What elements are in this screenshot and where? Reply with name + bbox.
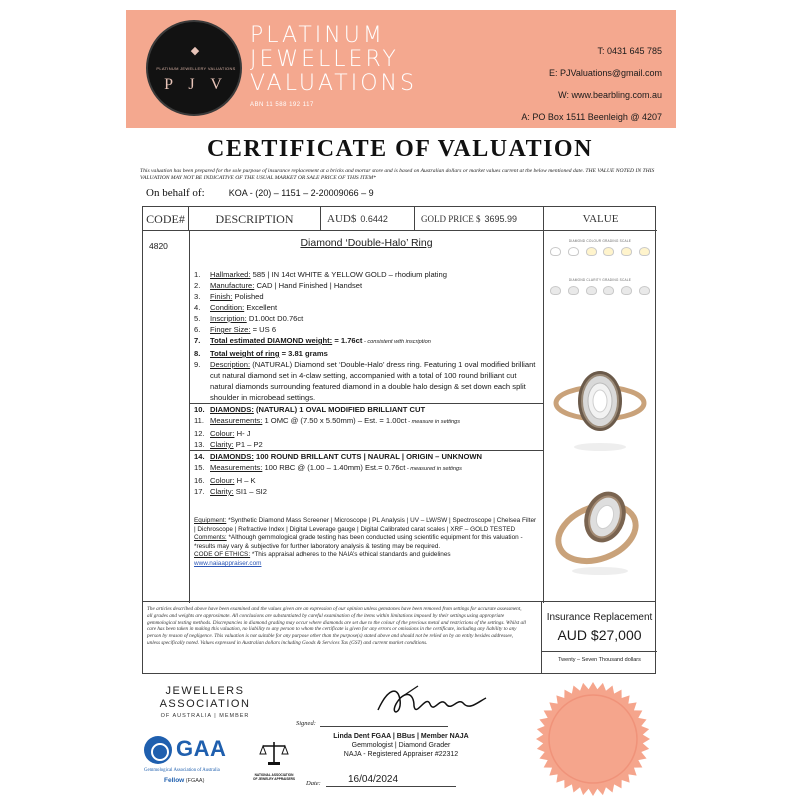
clarity-chart-title: DIAMOND CLARITY GRADING SCALE <box>568 278 632 282</box>
gaa-text: GAA <box>176 736 227 761</box>
diamond-icon <box>586 286 597 295</box>
header-code: CODE# <box>143 207 189 231</box>
abn-number: ABN 11 588 192 117 <box>250 102 314 108</box>
intro-text: This valuation has been prepared for the sole purpose of insurance replacement at a bricks and mortar store and is based on Australian dollars or market values current at the below mentioned date. THE VALUE NOTED IN THIS VALUATION MAY NOT BE INDICATIVE OF THE USUAL MARKET OR SALE PRICE OF THIS ITEM* <box>140 168 655 181</box>
aud-value: 0.6442 <box>360 214 388 224</box>
ja-line-1: JEWELLERS <box>165 685 245 697</box>
on-behalf-of <box>146 187 374 199</box>
item-number: 5. <box>194 314 201 323</box>
diamond-icon <box>568 286 579 295</box>
item-text: P1 – P2 <box>233 440 263 449</box>
item-title: Diamond ‘Double-Halo’ Ring <box>300 237 433 249</box>
certificate-page <box>120 8 680 798</box>
seal-starburst <box>536 682 650 796</box>
ethics-text: *This appraisal adheres to the NAIA’s ethical standards and guidelines <box>250 551 451 559</box>
description-item <box>190 439 543 450</box>
description-item <box>190 404 543 415</box>
description-item <box>190 291 543 302</box>
description-item <box>190 451 543 462</box>
equipment-label: Equipment: <box>194 517 227 524</box>
header-value: VALUE <box>543 207 657 231</box>
naja-logo <box>252 740 296 781</box>
item-number: 15. <box>194 463 205 472</box>
item-number: 8. <box>194 349 201 358</box>
item-label: DIAMONDS: <box>210 452 254 461</box>
ethics-label: CODE OF ETHICS: <box>194 551 251 559</box>
item-number: 17. <box>194 487 205 496</box>
colour-scale <box>547 247 653 256</box>
item-label: DIAMONDS: <box>210 405 254 414</box>
item-text: = US 6 <box>250 325 277 334</box>
fellow-text: Fellow <box>164 777 185 784</box>
colour-chart-title: DIAMOND COLOUR GRADING SCALE <box>568 239 632 243</box>
item-text: H – K <box>234 476 256 485</box>
item-label: Condition: <box>210 303 245 312</box>
header-description: DESCRIPTION <box>189 207 321 231</box>
item-number: 4. <box>194 303 201 312</box>
item-label: Finish: <box>210 292 233 301</box>
valuation-table <box>142 206 656 602</box>
item-label: Hallmarked: <box>210 270 251 279</box>
description-item <box>190 359 543 403</box>
item-label: Inscription: <box>210 314 247 323</box>
item-text: D1.00ct D0.76ct <box>246 314 304 323</box>
item-text: H- J <box>234 429 251 438</box>
item-text: = 1.76ct <box>332 336 363 345</box>
gold-value: 3695.99 <box>484 214 518 224</box>
item-text: 100 RBC @ (1.00 – 1.40mm) Est.= 0.76ct <box>262 463 406 472</box>
item-number: 13. <box>194 440 205 449</box>
aud-label: AUD$ <box>327 213 357 225</box>
description-item <box>190 269 543 280</box>
item-number: 10. <box>194 405 205 414</box>
description-item <box>190 302 543 313</box>
clarity-scale <box>547 286 653 295</box>
item-label: Colour: <box>210 476 235 485</box>
ja-line-3: OF AUSTRALIA | MEMBER <box>160 713 250 719</box>
grading-charts <box>547 237 653 343</box>
insurance-amount-words: Twenty – Seven Thousand dollars <box>542 651 657 663</box>
diamond-icon <box>550 286 561 295</box>
diamond-icon <box>603 247 614 256</box>
date-value: 16/04/2024 <box>348 774 399 785</box>
item-text: (NATURAL) 1 OVAL MODIFIED BRILLIANT CUT <box>253 405 426 414</box>
equipment-notes <box>190 517 543 569</box>
diamond-icon <box>568 247 579 256</box>
diamond-icon <box>603 286 614 295</box>
description-item <box>190 324 543 335</box>
brand-line-3: VALUATIONS <box>250 71 417 96</box>
brand-line-2: JEWELLERY <box>250 47 399 72</box>
item-text: Polished <box>232 292 264 301</box>
description-item <box>190 280 543 291</box>
item-text: SI1 – SI2 <box>233 487 267 496</box>
diamond-icon <box>586 247 597 256</box>
description-item <box>190 415 543 428</box>
diamond-icon <box>621 286 632 295</box>
gaa-badge-icon <box>144 736 172 764</box>
insurance-box <box>541 602 657 674</box>
header-banner <box>126 10 676 128</box>
item-code: 4820 <box>149 241 168 251</box>
item-text: (NATURAL) Diamond set ‘Double-Halo’ dress ring. Featuring 1 oval modified brilliant cut natural diamond set in 4-claw setting, accompanied with a total of 100 round brilliant cut natural diamonds surrounding featured diamond in a double halo design & set down each split shoulder in microbead settings. <box>210 360 536 402</box>
item-label: Clarity: <box>210 487 234 496</box>
signature <box>370 680 490 724</box>
phone: T: 0431 645 785 <box>597 46 662 56</box>
diamond-icon <box>621 247 632 256</box>
fellow-label <box>164 777 204 784</box>
item-text: 1 OMC @ (7.50 x 5.50mm) – Est. = 1.00ct <box>262 416 407 425</box>
gold-label: GOLD PRICE $ <box>421 214 481 224</box>
item-number: 7. <box>194 336 201 345</box>
item-text: 585 | IN 14ct WHITE & YELLOW GOLD – rhodium plating <box>250 270 447 279</box>
item-number: 14. <box>194 452 205 461</box>
signature-line <box>320 726 448 727</box>
item-number: 2. <box>194 281 201 290</box>
insurance-amount: AUD $27,000 <box>557 627 642 643</box>
contact-details <box>521 40 662 128</box>
diamond-icon <box>639 247 650 256</box>
ring-front-image <box>545 353 655 453</box>
description-item <box>190 475 543 486</box>
grader-registration: NAJA - Registered Appraiser #22312 <box>343 751 459 758</box>
item-label: Finger Size: <box>210 325 251 334</box>
disclaimer-text: The articles described above have been examined and the values given are an expression of our opinion unless gemstones have been removed from settings for accurate assessment, all grades and weights are approximate. All conclusions are substantiated by careful examination of the items within limitations imposed by their settings using appropriate gemmological testing methods. Discrepancies in diamond grading may occur where diamonds are set due to the colour of the precious metal and restrictions of the settings. Whilst all care has been taken in making this valuation, no liability to any person to whom the certificate is given for any errors or omissions in the certificate, including any liability to any person by reason of negligence. This valuation is not suitable for any purpose other than the purpose(s) stated above and should not be relied on by an entity besides addressee, unless specifically noted. Values expressed in Australian dollars including Goods & Services Tax (GST) and current market conditions. <box>147 606 526 646</box>
ethics-link[interactable]: www.naiaappraiser.com <box>194 559 262 567</box>
item-label: Measurements: <box>210 463 263 472</box>
logo-initials: P J V <box>164 76 228 93</box>
item-number: 9. <box>194 360 201 369</box>
item-label: Clarity: <box>210 440 234 449</box>
description-item <box>190 348 543 359</box>
item-note: - measured in settings <box>405 466 462 472</box>
document-title: CERTIFICATE OF VALUATION <box>207 136 593 162</box>
brand-line-1: PLATINUM <box>250 23 385 48</box>
item-note: - measure in settings <box>406 419 461 425</box>
gaa-subtitle: Gemmological Association of Australia <box>144 768 220 773</box>
naja-label: NATIONAL ASSOCIATION OF JEWELRY APPRAISERS <box>252 773 296 781</box>
description-item <box>190 428 543 439</box>
company-seal <box>534 680 652 798</box>
grader-name: Linda Dent FGAA | BBus | Member NAJA <box>333 733 469 740</box>
disclaimer-section <box>142 602 656 674</box>
comments-label: Comments: <box>194 534 227 542</box>
on-behalf-value: KOA - (20) – 1151 – 2-20009066 – 9 <box>228 188 374 198</box>
item-text: Excellent <box>244 303 278 312</box>
item-note: - consistent with inscription <box>362 339 431 345</box>
description-item <box>190 462 543 475</box>
item-label: Total estimated DIAMOND weight: <box>210 336 333 345</box>
grader-title: Gemmologist | Diamond Grader <box>351 742 451 749</box>
grader-details <box>306 732 496 759</box>
brand-name <box>250 24 417 96</box>
date-label: Date: <box>306 780 321 787</box>
item-text: CAD | Hand Finished | Handset <box>254 281 363 290</box>
ja-line-2: ASSOCIATION <box>159 698 251 710</box>
description-item <box>190 486 543 497</box>
diamond-icon <box>639 286 650 295</box>
item-number: 12. <box>194 429 205 438</box>
item-number: 1. <box>194 270 201 279</box>
fellow-suffix: (FGAA) <box>184 778 205 784</box>
website: W: www.bearbling.com.au <box>558 90 662 100</box>
insurance-label: Insurance Replacement <box>546 612 653 623</box>
item-text: 100 ROUND BRILLANT CUTS | NAURAL | ORIGIN – UNKNOWN <box>253 452 483 461</box>
on-behalf-label: On behalf of: <box>146 187 205 199</box>
pjv-logo <box>146 20 242 116</box>
item-number: 16. <box>194 476 205 485</box>
comments-text: *Although gemmological grade testing has been conducted using scientific equipment for this valuation - *results may vary & subjective for further laboratory analysis & testing may be required. <box>194 534 523 550</box>
item-label: Colour: <box>210 429 235 438</box>
email: E: PJValuations@gmail.com <box>548 68 662 78</box>
item-label: Manufacture: <box>210 281 255 290</box>
date-line <box>326 786 456 787</box>
scales-icon <box>259 740 289 766</box>
item-text: = 3.81 grams <box>279 349 328 358</box>
item-description-list <box>190 269 543 497</box>
item-number: 11. <box>194 416 204 425</box>
item-label: Total weight of ring <box>210 349 280 358</box>
description-item <box>190 313 543 324</box>
item-label: Measurements: <box>210 416 263 425</box>
header-gold-price <box>415 207 543 231</box>
item-label: Description: <box>210 360 251 369</box>
ring-side-image <box>545 477 655 577</box>
diamond-icon: ◆ <box>190 45 200 57</box>
diamond-icon <box>550 247 561 256</box>
address: A: PO Box 1511 Beenleigh @ 4207 <box>521 112 662 122</box>
item-number: 6. <box>194 325 201 334</box>
header-aud <box>321 207 415 231</box>
logo-small-text: PLATINUM JEWELLERY VALUATIONS <box>156 66 236 71</box>
divider <box>543 231 544 603</box>
equipment-text: *Synthetic Diamond Mass Screener | Microscope | PL Analysis | UV – LW/SW | Spectroscope | Chelsea Filter | Dichroscope | Refractive Index | Digital Leverage gauge | Digital Calibrated carat scales | XRF – GOLD TESTED <box>194 517 537 533</box>
description-item <box>190 335 543 348</box>
jewellers-association-logo <box>150 685 260 719</box>
item-number: 3. <box>194 292 201 301</box>
signed-label: Signed: <box>296 720 316 727</box>
